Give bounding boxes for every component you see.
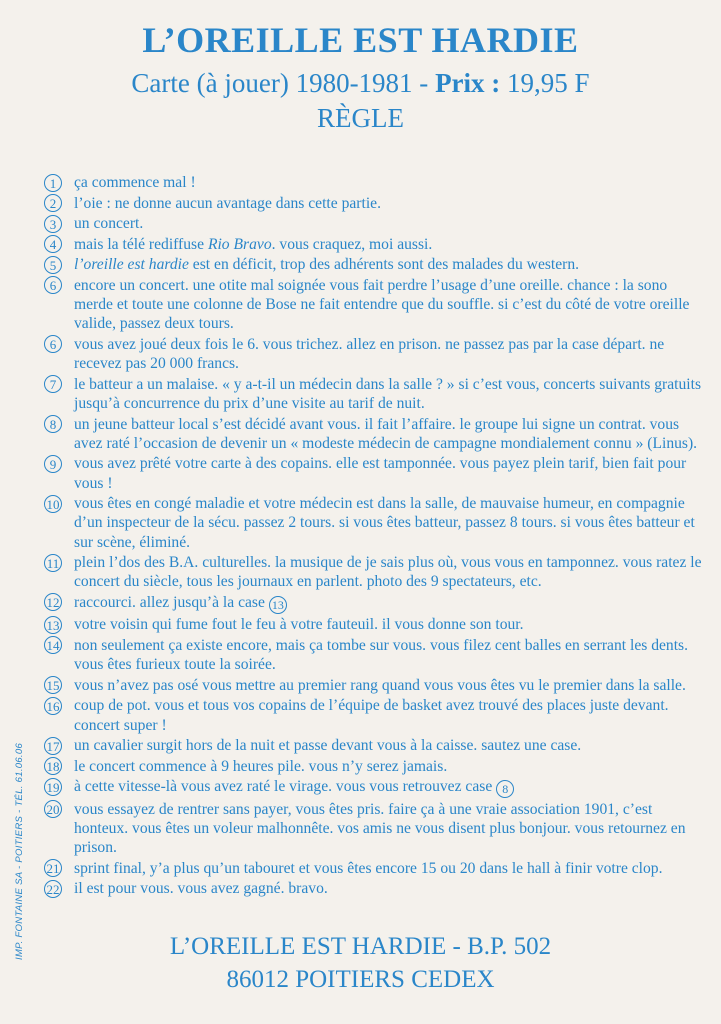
list-item: [44, 736, 704, 755]
case-reference-badge: 8: [496, 780, 514, 798]
rule-number-badge: 15: [44, 676, 62, 694]
rule-text: [74, 859, 663, 878]
rule-number-badge: 7: [44, 375, 62, 393]
rule-text-part: un jeune batteur local s’est décidé avant vous. il fait l’affaire. le groupe lui signe un contrat. vous avez raté l’occasion de devenir un « modeste médecin de campagne mondialement connu » (Linus).: [74, 415, 698, 452]
rule-text: [74, 173, 196, 192]
rule-text-part: raccourci. allez jusqu’à la case: [74, 593, 265, 611]
rule-text-part: vous êtes en congé maladie et votre médecin est dans la salle, de mauvaise humeur, en compagnie d’un inspecteur de la sécu. passez 2 tours. si vous êtes batteur, passez 8 tours. si vous êtes batteur et sur scène, éliminé.: [74, 495, 695, 551]
rule-text-part: est en déficit, trop des adhérents sont des malades du western.: [188, 256, 580, 274]
rule-text-part: il est pour vous. vous avez gagné. bravo.: [74, 880, 328, 898]
rule-text-part: vous n’avez pas osé vous mettre au premier rang quand vous vous êtes vu le premier dans la salle.: [74, 676, 686, 694]
rule-text: [74, 255, 579, 274]
rule-text-part: un cavalier surgit hors de la nuit et passe devant vous à la caisse. sautez une case.: [74, 737, 582, 755]
rule-text-part: votre voisin qui fume fout le feu à votre fauteuil. il vous donne son tour.: [74, 616, 524, 634]
rule-number-badge: 16: [44, 697, 62, 715]
rule-text-italic: Rio Bravo: [207, 235, 272, 253]
rule-text-part: l’oie : ne donne aucun avantage dans cette partie.: [74, 194, 381, 212]
rule-text-part: encore un concert. une otite mal soignée vous fait perdre l’usage d’une oreille. chance : la sono merde et toute une colonne de Bose ne fait entendre que du souffle. si c’est du côté de votre oreille valide, passez deux tours.: [74, 276, 690, 333]
rule-number-badge: 13: [44, 616, 62, 634]
list-item: [44, 214, 704, 233]
rule-text-part: . vous craquez, moi aussi.: [271, 235, 433, 253]
footer-line-2: 86012 POITIERS CEDEX: [226, 966, 495, 993]
rule-text-part: coup de pot. vous et tous vos copains de l’équipe de basket avez trouvé des places juste devant. concert super !: [74, 697, 669, 734]
rule-text-part: non seulement ça existe encore, mais ça tombe sur vous. vous filez cent balles en serrant les dents. vous êtes furieux toute la soirée.: [74, 636, 689, 674]
subtitle-prix: Prix :: [435, 68, 501, 98]
rule-number-badge: 10: [44, 495, 62, 513]
list-item: [44, 255, 704, 274]
list-item: [44, 375, 704, 413]
list-item: [44, 757, 704, 776]
list-item: [44, 676, 704, 695]
rule-text-part: plein l’dos des B.A. culturelles. la musique de je sais plus où, vous vous en tamponnez. vous ratez le concert du siècle, tous les journaux en parlent. photo des 9 spectateurs, etc.: [74, 554, 702, 591]
rule-text: [74, 553, 704, 591]
rule-number-badge: 11: [44, 554, 62, 572]
list-item: [44, 454, 704, 492]
rule-text: [74, 879, 328, 898]
rule-text: [74, 214, 143, 233]
list-item: [44, 777, 704, 798]
list-item: [44, 636, 704, 674]
list-item: [44, 879, 704, 898]
subtitle-price: 19,95 F: [500, 68, 590, 98]
list-item: [44, 553, 704, 591]
list-item: [44, 615, 704, 634]
list-item: [44, 494, 704, 552]
rule-number-badge: 6: [44, 276, 62, 294]
rule-text-part: vous avez joué deux fois le 6. vous trichez. allez en prison. ne passez pas par la case départ. ne recevez pas 20 000 francs.: [74, 335, 665, 373]
rule-text: [74, 415, 704, 453]
rules-heading: RÈGLE: [317, 103, 404, 133]
rule-text: [74, 696, 704, 734]
list-item: [44, 335, 704, 373]
rule-text: [74, 736, 581, 755]
rule-text-part: ça commence mal !: [74, 174, 196, 191]
rule-text: [74, 777, 514, 798]
rule-text-part: le batteur a un malaise. « y a-t-il un médecin dans la salle ? » si c’est vous, concerts suivants gratuits jusqu’à concurrence du prix d’une visite au tarif de nuit.: [74, 375, 702, 412]
rule-text-part: le concert commence à 9 heures pile. vous n’y serez jamais.: [74, 757, 448, 775]
rule-text: [74, 593, 287, 614]
rule-text: [74, 494, 704, 552]
rule-number-badge: 3: [44, 215, 62, 233]
footer-line-1: L’OREILLE EST HARDIE - B.P. 502: [169, 933, 552, 960]
list-item: [44, 276, 704, 334]
rule-text-part: un concert.: [74, 215, 144, 233]
rule-text-part: vous avez prêté votre carte à des copains. elle est tamponnée. vous payez plein tarif, bien fait pour vous !: [74, 455, 687, 492]
list-item: [44, 173, 704, 192]
header: [0, 18, 721, 134]
rule-text-part: à cette vitesse-là vous avez raté le virage. vous vous retrouvez case: [74, 778, 493, 796]
rule-text: [74, 194, 381, 213]
rule-number-badge: 6: [44, 335, 62, 353]
page-title: L’OREILLE EST HARDIE: [142, 20, 579, 60]
rule-text-part: sprint final, y’a plus qu’un tabouret et vous êtes encore 15 ou 20 dans le hall à finir votre clop.: [74, 859, 663, 877]
rule-number-badge: 2: [44, 194, 62, 212]
rule-number-badge: 21: [44, 859, 62, 877]
rule-number-badge: 8: [44, 415, 62, 433]
list-item: [44, 696, 704, 734]
rule-text: [74, 454, 704, 492]
rule-text-italic: l’oreille est hardie: [74, 256, 189, 274]
rule-text: [74, 276, 704, 334]
list-item: [44, 235, 704, 254]
list-item: [44, 859, 704, 878]
printer-credit: IMP. FONTAINE SA - POITIERS - TÉL. 61.06.06: [14, 742, 25, 960]
list-item: [44, 415, 704, 453]
rule-text: [74, 757, 447, 776]
list-item: [44, 800, 704, 858]
rule-text-part: vous essayez de rentrer sans payer, vous êtes pris. faire ça à une vraie association 1901, c’est honteux. vous êtes un voleur malhonnête. vos amis ne vous disent plus bonjour. vous retournez en prison.: [74, 800, 686, 857]
rule-number-badge: 14: [44, 636, 62, 654]
rule-number-badge: 12: [44, 593, 62, 611]
rule-number-badge: 1: [44, 174, 62, 192]
rule-text: [74, 335, 704, 373]
rule-number-badge: 18: [44, 757, 62, 775]
rule-text: [74, 800, 704, 858]
rule-number-badge: 19: [44, 778, 62, 796]
rule-text: [74, 615, 524, 634]
rule-number-badge: 4: [44, 235, 62, 253]
list-item: [44, 194, 704, 213]
subtitle-prefix: Carte (à jouer) 1980-1981 -: [131, 68, 436, 98]
rule-number-badge: 22: [44, 880, 62, 898]
rules-list: [44, 173, 704, 900]
subtitle: [0, 66, 721, 100]
rule-text: [74, 235, 432, 254]
rule-number-badge: 17: [44, 737, 62, 755]
rule-text-part: mais la télé rediffuse: [74, 235, 208, 253]
footer: [0, 930, 721, 996]
case-reference-badge: 13: [269, 596, 287, 614]
rule-number-badge: 9: [44, 455, 62, 473]
rule-text: [74, 375, 704, 413]
rule-text: [74, 676, 686, 695]
list-item: [44, 593, 704, 614]
rule-text: [74, 636, 704, 674]
rule-number-badge: 20: [44, 800, 62, 818]
rule-number-badge: 5: [44, 256, 62, 274]
